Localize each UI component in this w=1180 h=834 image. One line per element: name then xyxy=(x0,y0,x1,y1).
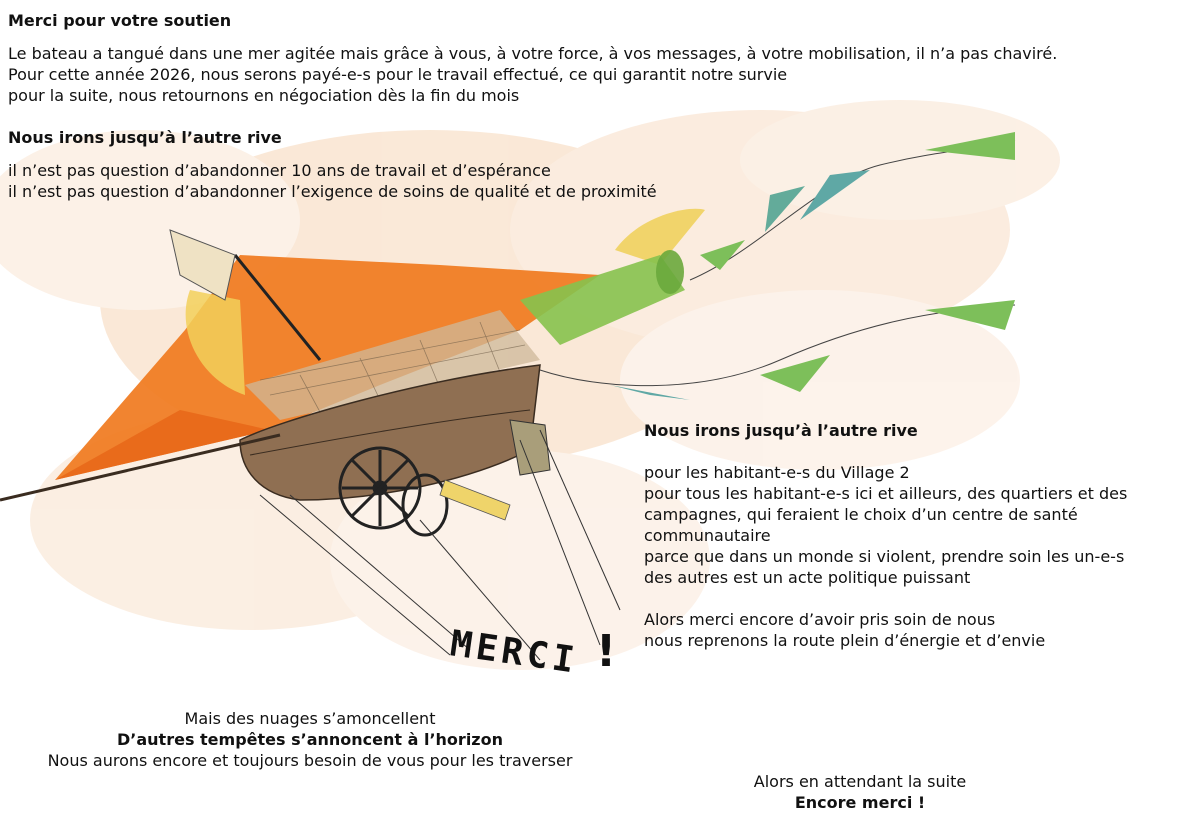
section1-line: il n’est pas question d’abandonner l’exigence de soins de qualité et de proximité xyxy=(8,182,657,201)
clouds-line-bold: D’autres tempêtes s’annoncent à l’horizon xyxy=(117,730,503,749)
intro-line: Pour cette année 2026, nous serons payé-e-s pour le travail effectué, ce qui garantit notre survie xyxy=(8,65,788,84)
signoff-line: Alors en attendant la suite xyxy=(753,772,967,791)
section2-line: pour tous les habitant-e-s ici et ailleurs, des quartiers et des xyxy=(644,484,1128,503)
intro-line: pour la suite, nous retournons en négociation dès la fin du mois xyxy=(8,86,520,105)
section2-closing-line: Alors merci encore d’avoir pris soin de nous xyxy=(644,610,996,629)
intro-line: Le bateau a tangué dans une mer agitée mais grâce à vous, à votre force, à vos messages, à votre mobilisation, il n’a pas chaviré. xyxy=(8,44,1058,63)
section2-heading: Nous irons jusqu’à l’autre rive xyxy=(644,421,918,440)
section1-line: il n’est pas question d’abandonner 10 ans de travail et d’espérance xyxy=(8,161,551,180)
clouds-line: Mais des nuages s’amoncellent xyxy=(184,709,436,728)
handwritten-merci: MERCI xyxy=(447,623,581,682)
section2-line: des autres est un acte politique puissant xyxy=(644,568,971,587)
section2-line: parce que dans un monde si violent, prendre soin les un-e-s xyxy=(644,547,1125,566)
section2-closing-line: nous reprenons la route plein d’énergie et d’envie xyxy=(644,631,1046,650)
section2-line: communautaire xyxy=(644,526,771,545)
section1-heading: Nous irons jusqu’à l’autre rive xyxy=(8,128,282,147)
section2-line: campagnes, qui feraient le choix d’un centre de santé xyxy=(644,505,1078,524)
handwritten-exclamation: ! xyxy=(596,626,617,677)
clouds-line: Nous aurons encore et toujours besoin de vous pour les traverser xyxy=(47,751,573,770)
signoff-line-bold: Encore merci ! xyxy=(794,793,926,812)
section2-line: pour les habitant-e-s du Village 2 xyxy=(644,463,910,482)
page-title: Merci pour votre soutien xyxy=(8,11,232,30)
